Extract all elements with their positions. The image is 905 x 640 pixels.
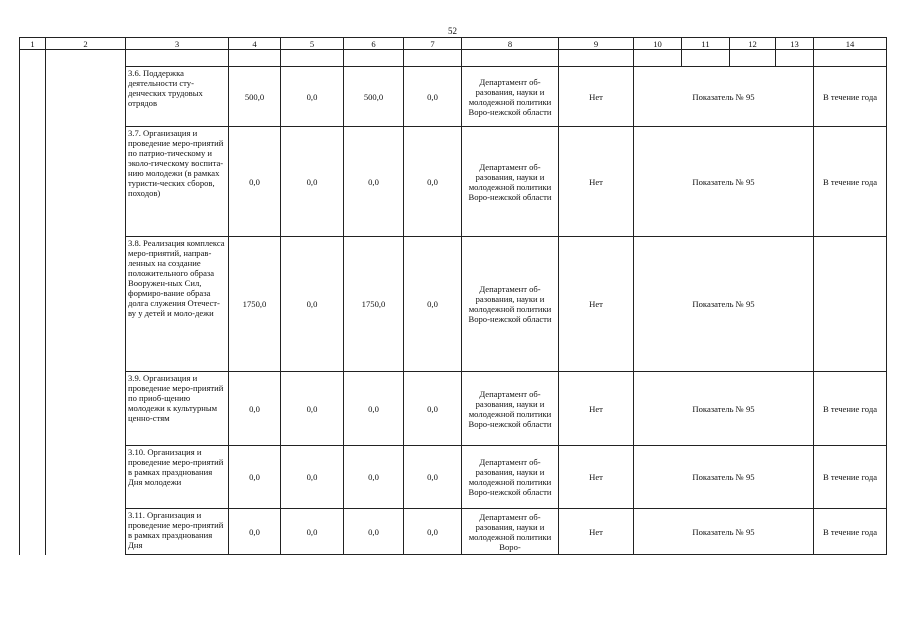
value-col4: 1750,0 bbox=[229, 237, 281, 372]
responsible-department: Департамент об-разования, науки и молодежной политики Воро-нежской области bbox=[462, 127, 559, 237]
value-col9: Нет bbox=[559, 127, 634, 237]
activity-name: 3.11. Организация и проведение меро-приятий в рамках празднования Дня bbox=[126, 509, 229, 555]
col-header: 3 bbox=[126, 38, 229, 50]
value-col9: Нет bbox=[559, 509, 634, 555]
col-header: 5 bbox=[281, 38, 344, 50]
value-col4: 0,0 bbox=[229, 372, 281, 446]
col-header: 2 bbox=[46, 38, 126, 50]
value-col9: Нет bbox=[559, 67, 634, 127]
indicator-cell: Показатель № 95 bbox=[634, 372, 814, 446]
col-header: 1 bbox=[20, 38, 46, 50]
value-col5: 0,0 bbox=[281, 372, 344, 446]
value-col7: 0,0 bbox=[404, 509, 462, 555]
value-col6: 0,0 bbox=[344, 372, 404, 446]
table-row bbox=[20, 237, 887, 372]
cell-col1 bbox=[20, 372, 46, 446]
term-cell: В течение года bbox=[814, 446, 887, 509]
value-col5: 0,0 bbox=[281, 509, 344, 555]
value-col4: 0,0 bbox=[229, 127, 281, 237]
value-col4: 0,0 bbox=[229, 446, 281, 509]
responsible-department: Департамент об-разования, науки и молодежной политики Воро- bbox=[462, 509, 559, 555]
cell-col2 bbox=[46, 67, 126, 127]
col-header: 4 bbox=[229, 38, 281, 50]
cell-col2 bbox=[46, 509, 126, 555]
value-col9: Нет bbox=[559, 372, 634, 446]
indicator-cell: Показатель № 95 bbox=[634, 127, 814, 237]
table-row bbox=[20, 446, 887, 509]
term-cell: В течение года bbox=[814, 509, 887, 555]
table-row bbox=[20, 372, 887, 446]
program-table bbox=[19, 37, 887, 555]
value-col7: 0,0 bbox=[404, 67, 462, 127]
header-row bbox=[20, 38, 887, 50]
value-col6: 0,0 bbox=[344, 446, 404, 509]
col-header: 13 bbox=[776, 38, 814, 50]
col-header: 8 bbox=[462, 38, 559, 50]
responsible-department: Департамент об-разования, науки и молодежной политики Воро-нежской области bbox=[462, 372, 559, 446]
value-col9: Нет bbox=[559, 237, 634, 372]
value-col5: 0,0 bbox=[281, 67, 344, 127]
value-col7: 0,0 bbox=[404, 127, 462, 237]
cell-col1 bbox=[20, 446, 46, 509]
activity-name: 3.6. Поддержка деятельности сту-денческих трудовых отрядов bbox=[126, 67, 229, 127]
value-col5: 0,0 bbox=[281, 127, 344, 237]
cell-col1 bbox=[20, 67, 46, 127]
value-col7: 0,0 bbox=[404, 372, 462, 446]
spacer-row bbox=[20, 50, 887, 67]
value-col4: 500,0 bbox=[229, 67, 281, 127]
table-row bbox=[20, 509, 887, 555]
indicator-cell: Показатель № 95 bbox=[634, 509, 814, 555]
col-header: 11 bbox=[682, 38, 730, 50]
table-row bbox=[20, 127, 887, 237]
term-cell: В течение года bbox=[814, 67, 887, 127]
term-cell: В течение года bbox=[814, 372, 887, 446]
term-cell: В течение года bbox=[814, 127, 887, 237]
indicator-cell: Показатель № 95 bbox=[634, 67, 814, 127]
term-cell bbox=[814, 237, 887, 372]
value-col5: 0,0 bbox=[281, 237, 344, 372]
col-header: 10 bbox=[634, 38, 682, 50]
activity-name: 3.10. Организация и проведение меро-приятий в рамках празднования Дня молодежи bbox=[126, 446, 229, 509]
responsible-department: Департамент об-разования, науки и молодежной политики Воро-нежской области bbox=[462, 237, 559, 372]
responsible-department: Департамент об-разования, науки и молодежной политики Воро-нежской области bbox=[462, 446, 559, 509]
activity-name: 3.9. Организация и проведение меро-приятий по приоб-щению молодежи к культурным ценно-стям bbox=[126, 372, 229, 446]
value-col7: 0,0 bbox=[404, 446, 462, 509]
cell-col2 bbox=[46, 127, 126, 237]
col-header: 14 bbox=[814, 38, 887, 50]
table-row bbox=[20, 67, 887, 127]
cell-col1 bbox=[20, 127, 46, 237]
page-number: 52 bbox=[448, 26, 457, 36]
cell-col1 bbox=[20, 237, 46, 372]
col-header: 6 bbox=[344, 38, 404, 50]
cell-col2 bbox=[46, 237, 126, 372]
value-col9: Нет bbox=[559, 446, 634, 509]
indicator-cell: Показатель № 95 bbox=[634, 237, 814, 372]
value-col5: 0,0 bbox=[281, 446, 344, 509]
col-header: 7 bbox=[404, 38, 462, 50]
col-header: 9 bbox=[559, 38, 634, 50]
cell-col2 bbox=[46, 446, 126, 509]
value-col6: 0,0 bbox=[344, 509, 404, 555]
value-col6: 500,0 bbox=[344, 67, 404, 127]
cell-col1 bbox=[20, 509, 46, 555]
col-header: 12 bbox=[730, 38, 776, 50]
value-col7: 0,0 bbox=[404, 237, 462, 372]
cell-col2 bbox=[46, 372, 126, 446]
activity-name: 3.7. Организация и проведение меро-приятий по патрио-тическому и эколо-гическому воспита-нию молодежи (в рамках туристи-ческих сборов, походов) bbox=[126, 127, 229, 237]
value-col4: 0,0 bbox=[229, 509, 281, 555]
activity-name: 3.8. Реализация комплекса меро-приятий, направ-ленных на создание положительного образа Вооружен-ных Сил, формиро-вание образа долга служения Отечест-ву у детей и моло-дежи bbox=[126, 237, 229, 372]
indicator-cell: Показатель № 95 bbox=[634, 446, 814, 509]
value-col6: 0,0 bbox=[344, 127, 404, 237]
responsible-department: Департамент об-разования, науки и молодежной политики Воро-нежской области bbox=[462, 67, 559, 127]
value-col6: 1750,0 bbox=[344, 237, 404, 372]
